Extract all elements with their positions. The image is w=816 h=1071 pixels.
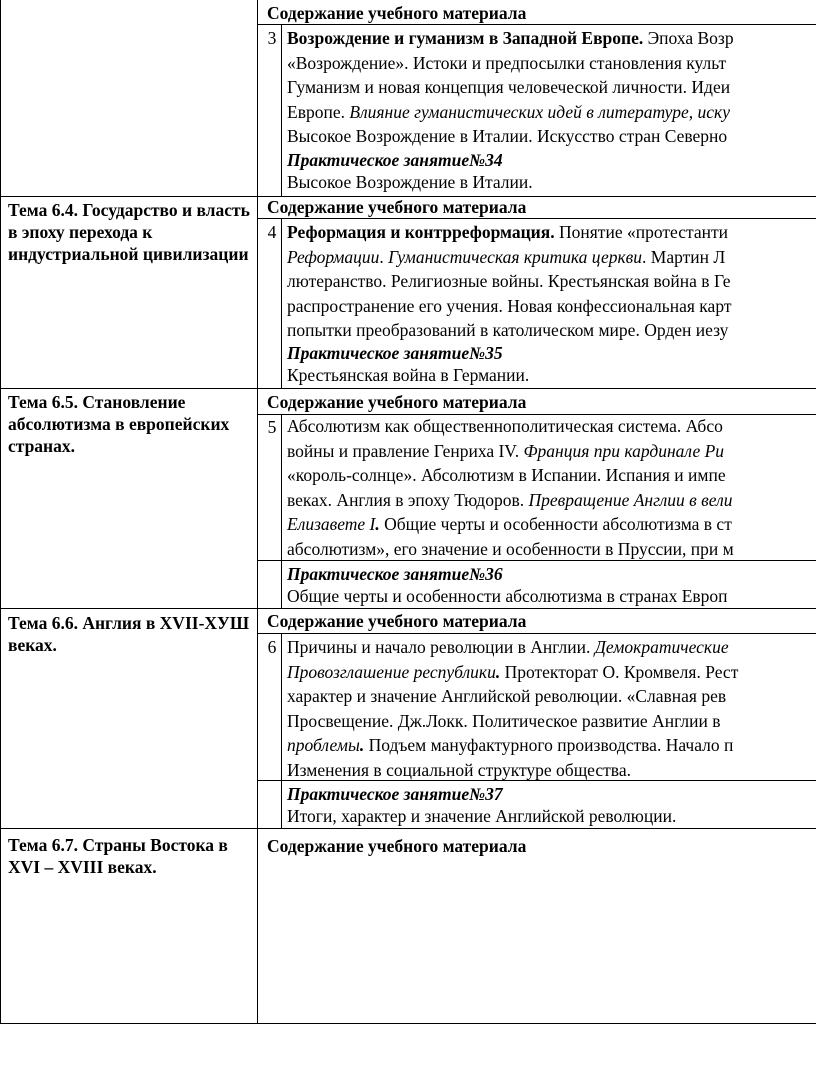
content-segment: распространение его учения. Новая конфессиональная карт — [287, 295, 732, 316]
row-divider-4 — [0, 828, 816, 829]
header-underline-2 — [257, 218, 816, 219]
column-divider-number-3 — [281, 414, 282, 608]
content-segment: Реформации — [287, 246, 380, 267]
row-divider-2 — [0, 388, 816, 389]
content-segment: Возрождение и гуманизм в Западной Европе. — [287, 28, 644, 48]
content-segment: . Мартин Л — [642, 246, 726, 267]
content-segment: «Возрождение». Истоки и предпосылки становления культ — [287, 52, 727, 73]
content-line — [287, 269, 816, 294]
content-line — [287, 635, 816, 660]
content-segment: Высокое Возрождение в Италии. Искусство стран Северно — [287, 126, 728, 146]
practice-block — [287, 149, 533, 193]
content-line — [287, 684, 816, 709]
lesson-number: 6 — [267, 637, 277, 657]
content-line — [287, 758, 816, 783]
content-text — [287, 635, 816, 782]
table-border-bottom — [0, 1023, 816, 1024]
content-segment: характер и значение Английской революции. «Славная рев — [287, 686, 727, 706]
content-line — [287, 488, 816, 513]
topic-cell: Тема 6.5. Становление абсолютизма в европейских странах. — [8, 392, 230, 456]
content-line — [287, 512, 816, 537]
column-divider-topic — [257, 0, 258, 1024]
content-line — [287, 245, 816, 270]
content-header: Содержание учебного материала — [267, 197, 527, 217]
content-segment: иску — [697, 101, 730, 122]
content-line — [287, 220, 816, 245]
column-divider-number-2 — [281, 218, 282, 388]
practice-text: Крестьянская война в Германии. — [287, 365, 530, 385]
topic-cell: Тема 6.6. Англия в XVII-ХУШ веках. — [8, 613, 250, 655]
practice-text: Высокое Возрождение в Италии. — [287, 172, 533, 192]
column-divider-number-4 — [281, 633, 282, 828]
content-line — [287, 294, 816, 319]
content-line — [287, 733, 816, 758]
content-segment: абсолютизм», его значение и особенности в Пруссии, при м — [287, 538, 734, 559]
content-segment: Превращение Англии в вели — [528, 489, 733, 510]
topic-cell: Тема 6.7. Страны Востока в XVI – XVIII веках. — [8, 835, 228, 877]
content-segment: . — [379, 246, 389, 267]
content-text — [287, 26, 816, 149]
content-segment: Причины и начало революции в Англии. — [287, 637, 595, 657]
content-segment: Демократические — [594, 637, 729, 657]
content-line — [287, 51, 816, 76]
header-underline-1 — [257, 24, 816, 25]
practice-text: Общие черты и особенности абсолютизма в странах Европ — [287, 586, 728, 606]
content-line — [287, 660, 816, 685]
content-segment: Абсолютизм как общественнополитическая система. Абсо — [287, 416, 723, 436]
content-segment: Изменения в социальной структуре общества. — [287, 759, 631, 780]
practice-title: Практическое занятие№34 — [287, 150, 503, 170]
content-header: Содержание учебного материала — [267, 392, 527, 412]
topic-cell: Тема 6.4. Государство и власть в эпоху перехода к индустриальной цивилизации — [8, 200, 250, 264]
lesson-number: 3 — [267, 28, 277, 48]
content-segment: . — [495, 661, 501, 682]
content-header: Содержание учебного материала — [267, 611, 527, 631]
content-segment: Елизавете I — [287, 514, 376, 534]
practice-title: Практическое занятие№36 — [287, 564, 503, 584]
content-segment: Понятие «протестанти — [554, 222, 728, 242]
content-segment: Подъем мануфактурного производства. Начало п — [364, 735, 734, 755]
content-segment: Реформация и контрреформация. — [287, 222, 555, 242]
content-line — [287, 318, 816, 343]
content-segment: , — [688, 101, 698, 122]
content-segment: Франция при кардинале Ри — [523, 440, 725, 461]
content-line — [287, 439, 816, 464]
content-segment: попытки преобразований в католическом мире. Орден иезу — [287, 320, 729, 340]
content-segment: Протекторат О. Кромвеля. Рест — [500, 661, 739, 682]
content-segment: Эпоха Возр — [643, 28, 734, 48]
column-divider-number-1 — [281, 24, 282, 196]
content-line — [287, 75, 816, 100]
content-text — [287, 414, 816, 561]
content-line — [287, 100, 816, 125]
content-segment: веках. Англия в эпоху Тюдоров. — [287, 489, 529, 510]
content-segment: Влияние гуманистических идей в литературе — [349, 101, 689, 122]
content-line — [287, 414, 816, 439]
content-line — [287, 26, 816, 51]
content-line — [287, 124, 816, 149]
content-segment: . — [359, 735, 365, 755]
practice-title: Практическое занятие№37 — [287, 784, 503, 804]
content-header: Содержание учебного материала — [267, 3, 527, 23]
content-segment: «король-солнце». Абсолютизм в Испании. Испания и импе — [287, 465, 726, 485]
content-segment: Просвещение. Дж.Локк. Политическое развитие Англии в — [287, 710, 721, 731]
content-line — [287, 537, 816, 562]
content-header: Содержание учебного материала — [267, 836, 527, 856]
table-border-left — [0, 0, 1, 1024]
content-line — [287, 463, 816, 488]
content-segment: войны и правление Генриха IV. — [287, 440, 524, 461]
content-text — [287, 220, 816, 343]
content-segment: Европе. — [287, 101, 350, 122]
practice-block — [287, 563, 728, 607]
content-segment: Общие черты и особенности абсолютизма в ст — [379, 514, 732, 534]
header-underline-4 — [257, 633, 816, 634]
content-segment: Гуманизм и новая концепция человеческой личности. Идеи — [287, 77, 731, 97]
practice-block — [287, 342, 529, 386]
row-divider-3 — [0, 608, 816, 609]
lesson-number: 4 — [267, 222, 277, 242]
practice-text: Итоги, характер и значение Английской революции. — [287, 806, 677, 826]
content-segment: Провозглашение республики — [287, 661, 496, 682]
content-segment: лютеранство. Религиозные войны. Крестьянская война в Ге — [287, 271, 731, 291]
content-segment: Гуманистическая критика церкви — [388, 246, 643, 267]
practice-block — [287, 783, 676, 827]
lesson-number: 5 — [267, 417, 277, 437]
content-segment: . — [375, 514, 380, 534]
content-segment: проблемы — [287, 735, 360, 755]
content-line — [287, 709, 816, 734]
practice-title: Практическое занятие№35 — [287, 343, 503, 363]
